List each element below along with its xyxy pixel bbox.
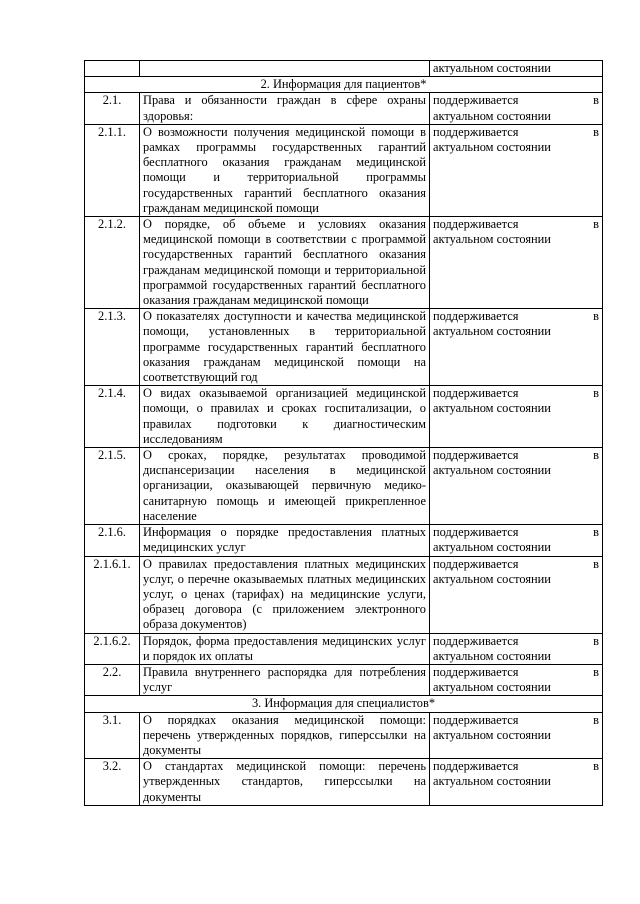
- table-row: [85, 309, 603, 386]
- status-state: актуальном состоянии: [433, 571, 551, 586]
- number-cell: [85, 61, 140, 77]
- item-status: [430, 448, 603, 525]
- status-supported: поддерживается: [433, 664, 519, 679]
- status-in: в: [593, 525, 599, 540]
- status-supported: поддерживается: [433, 633, 519, 648]
- item-number: 3.2.: [85, 759, 140, 806]
- description-cell: [140, 61, 430, 77]
- table-row: [85, 217, 603, 309]
- item-description: Правила внутреннего распорядка для потребления услуг: [140, 664, 430, 695]
- status-supported: поддерживается: [433, 93, 519, 108]
- table-row: [85, 664, 603, 695]
- item-status: [430, 556, 603, 633]
- status-state: актуальном состоянии: [433, 727, 551, 742]
- item-description: О возможности получения медицинской помощи в рамках программы государственных гарантий бесплатного оказания гражданам медицинской помощи и территориальной программы государственных гарантий бесплатного оказания гражданам медицинской помощи: [140, 124, 430, 216]
- status-in: в: [593, 448, 599, 463]
- status-state: актуальном состоянии: [433, 540, 551, 555]
- document-page: [84, 60, 602, 806]
- status-state: актуальном состоянии: [433, 401, 551, 416]
- status-state: актуальном состоянии: [433, 324, 551, 339]
- item-number: 2.1.6.2.: [85, 633, 140, 664]
- item-status: [430, 386, 603, 448]
- table-row: [85, 556, 603, 633]
- item-number: 3.1.: [85, 712, 140, 759]
- item-description: Права и обязанности граждан в сфере охраны здоровья:: [140, 93, 430, 124]
- status-in: в: [593, 217, 599, 232]
- status-in: в: [593, 759, 599, 774]
- section-title: 2. Информация для пациентов*: [85, 77, 603, 93]
- status-supported: поддерживается: [433, 712, 519, 727]
- information-table: [84, 60, 603, 806]
- item-number: 2.1.1.: [85, 124, 140, 216]
- status-in: в: [593, 664, 599, 679]
- table-row: [85, 712, 603, 759]
- item-number: 2.1.6.1.: [85, 556, 140, 633]
- status-in: в: [593, 309, 599, 324]
- item-status: [430, 712, 603, 759]
- table-row: [85, 525, 603, 556]
- table-row: [85, 93, 603, 124]
- status-in: в: [593, 93, 599, 108]
- item-status: [430, 93, 603, 124]
- table-row: [85, 124, 603, 216]
- item-description: О сроках, порядке, результатах проводимой диспансеризации населения в медицинской организации, оказывающей первичную медико-санитарную помощь и имеющей прикрепленное население: [140, 448, 430, 525]
- item-status: [430, 309, 603, 386]
- item-number: 2.1.4.: [85, 386, 140, 448]
- status-supported: поддерживается: [433, 217, 519, 232]
- status-in: в: [593, 712, 599, 727]
- status-state: актуальном состоянии: [433, 648, 551, 663]
- status-in: в: [593, 124, 599, 139]
- item-status: [430, 759, 603, 806]
- status-cell: актуальном состоянии: [430, 61, 603, 77]
- status-in: в: [593, 386, 599, 401]
- item-description: О видах оказываемой организацией медицинской помощи, о правилах и сроках госпитализации, о правилах подготовки к диагностическим исследованиям: [140, 386, 430, 448]
- item-status: [430, 633, 603, 664]
- item-number: 2.2.: [85, 664, 140, 695]
- item-description: О правилах предоставления платных медицинских услуг, о перечне оказываемых платных медицинских услуг, о ценах (тарифах) на медицинские услуги, образец договора (с приложением электронного образа документов): [140, 556, 430, 633]
- status-state: актуальном состоянии: [433, 232, 551, 247]
- item-number: 2.1.6.: [85, 525, 140, 556]
- status-supported: поддерживается: [433, 309, 519, 324]
- item-status: [430, 525, 603, 556]
- item-description: О порядках оказания медицинской помощи: перечень утвержденных порядков, гиперссылки на документы: [140, 712, 430, 759]
- status-in: в: [593, 556, 599, 571]
- status-supported: поддерживается: [433, 386, 519, 401]
- item-description: Порядок, форма предоставления медицинских услуг и порядок их оплаты: [140, 633, 430, 664]
- status-state: актуальном состоянии: [433, 463, 551, 478]
- status-supported: поддерживается: [433, 525, 519, 540]
- table-row: [85, 448, 603, 525]
- status-state: актуальном состоянии: [433, 680, 551, 695]
- item-number: 2.1.2.: [85, 217, 140, 309]
- section-header-patients: [85, 77, 603, 93]
- item-number: 2.1.5.: [85, 448, 140, 525]
- status-supported: поддерживается: [433, 124, 519, 139]
- item-number: 2.1.3.: [85, 309, 140, 386]
- item-status: [430, 217, 603, 309]
- table-row: [85, 386, 603, 448]
- item-status: [430, 664, 603, 695]
- status-supported: поддерживается: [433, 556, 519, 571]
- item-number: 2.1.: [85, 93, 140, 124]
- status-state: актуальном состоянии: [433, 774, 551, 789]
- table-row-top: [85, 61, 603, 77]
- item-description: Информация о порядке предоставления платных медицинских услуг: [140, 525, 430, 556]
- status-state: актуальном состоянии: [433, 108, 551, 123]
- table-row: [85, 759, 603, 806]
- item-status: [430, 124, 603, 216]
- status-state: актуальном состоянии: [433, 140, 551, 155]
- status-in: в: [593, 633, 599, 648]
- section-header-specialists: [85, 696, 603, 712]
- item-description: О стандартах медицинской помощи: перечень утвержденных стандартов, гиперссылки на документы: [140, 759, 430, 806]
- table-row: [85, 633, 603, 664]
- item-description: О показателях доступности и качества медицинской помощи, установленных в территориальной программе государственных гарантий бесплатного оказания гражданам медицинской помощи на соответствующий год: [140, 309, 430, 386]
- item-description: О порядке, об объеме и условиях оказания медицинской помощи в соответствии с программой государственных гарантий бесплатного оказания гражданам медицинской помощи и территориальной программой государственных гарантий бесплатного оказания гражданам медицинской помощи: [140, 217, 430, 309]
- status-supported: поддерживается: [433, 759, 519, 774]
- section-title: 3. Информация для специалистов*: [85, 696, 603, 712]
- status-supported: поддерживается: [433, 448, 519, 463]
